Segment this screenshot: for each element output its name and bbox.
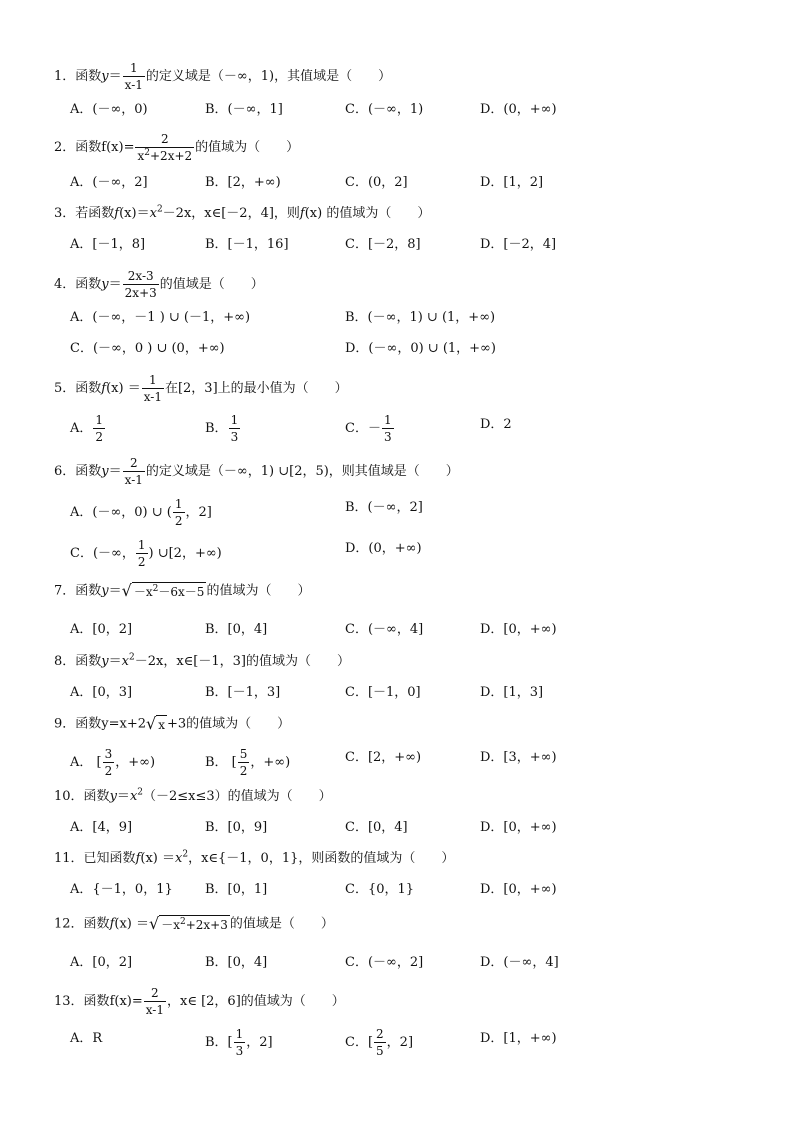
question-text: ，x∈{－1，0，1}，则函数的值域为（ ）	[188, 851, 455, 866]
option-b[interactable]: B．[－1，16]	[205, 237, 289, 252]
denominator: 2	[174, 514, 183, 528]
option-b[interactable]: B．(－∞，2]	[345, 500, 423, 515]
exponent: 2	[129, 652, 135, 663]
question-text: 函数	[75, 716, 102, 732]
question-text: 函数	[75, 583, 102, 599]
denominator: x-1	[145, 1003, 164, 1017]
radicand: x	[156, 715, 167, 734]
math-var: y	[101, 583, 109, 599]
sqrt	[146, 714, 167, 734]
option-text: ) ∪[2，+∞)	[148, 546, 222, 561]
numerator: 2	[376, 1027, 384, 1041]
option-b[interactable]: B．[－1，3]	[205, 685, 281, 700]
fraction	[142, 374, 164, 403]
exponent: 2	[156, 204, 163, 215]
question-number: 10．	[54, 789, 84, 804]
question-text: ，x∈ [2，6]的值域为（ ）	[167, 994, 345, 1009]
math-var: y	[101, 69, 109, 84]
option-b[interactable]	[205, 1028, 273, 1057]
option-b[interactable]: B．[0，1]	[205, 882, 268, 897]
math-var: f	[114, 206, 120, 221]
option-a[interactable]: A．[4，9]	[70, 820, 133, 835]
option-b[interactable]: B．[0，9]	[205, 820, 268, 835]
fraction	[382, 414, 394, 443]
option-label: A．(－∞，0) ∪ (	[70, 505, 172, 520]
question-2	[54, 132, 300, 163]
option-c[interactable]: C．{0，1}	[345, 882, 415, 897]
option-b[interactable]: B．[2，+∞)	[205, 175, 281, 190]
option-b[interactable]: B．(－∞，1) ∪ (1，+∞)	[345, 310, 496, 325]
question-text: 在[2，3]上的最小值为（ ）	[164, 381, 348, 396]
exponent: 2	[144, 148, 150, 158]
question-text: －2x，x∈[－1，3]的值域为（ ）	[134, 654, 350, 669]
question-3	[54, 204, 430, 224]
math-eq: ＝	[108, 277, 122, 292]
denominator: x-1	[124, 473, 143, 487]
radicand-part: －x	[133, 585, 153, 599]
option-a[interactable]: A．[0，3]	[70, 685, 133, 700]
option-c[interactable]: C．(－∞，2]	[345, 955, 424, 970]
math-var: x	[121, 654, 130, 669]
option-d[interactable]: D．[1，2]	[480, 175, 544, 190]
denominator-part: +2x+2	[150, 149, 193, 163]
option-a[interactable]: A．{－1，0，1}	[70, 882, 173, 897]
option-b[interactable]: B．[0，4]	[205, 955, 268, 970]
question-number: 4．	[54, 277, 76, 292]
question-number: 13．	[54, 994, 84, 1009]
question-text: 函数	[83, 994, 110, 1009]
option-a[interactable]	[70, 414, 106, 443]
math-var: f	[299, 206, 305, 221]
denominator: 3	[235, 1044, 244, 1058]
question-text: 函数	[83, 789, 110, 804]
math-text: (x) ＝	[140, 851, 175, 866]
option-label: A． [	[70, 755, 102, 770]
math-eq: ＝	[116, 789, 130, 804]
numerator: 1	[95, 413, 104, 427]
math-text: (x) ＝	[106, 381, 141, 396]
denominator: x-1	[143, 390, 162, 404]
question-text: 函数	[75, 69, 102, 84]
numerator: 2	[161, 132, 169, 146]
option-d[interactable]: D．[－2，4]	[480, 237, 557, 252]
option-c[interactable]	[70, 539, 222, 568]
fraction	[229, 414, 241, 443]
option-a[interactable]: A．(－∞，2]	[70, 175, 148, 190]
question-text: 已知函数	[83, 851, 136, 866]
numerator: 1	[230, 413, 239, 427]
math-var: x	[174, 851, 183, 866]
denominator: x-1	[124, 78, 143, 92]
option-a[interactable]: A．[0，2]	[70, 955, 133, 970]
numerator: 1	[149, 373, 157, 387]
math-var: x	[149, 206, 157, 221]
option-label: B．[	[205, 1035, 233, 1050]
option-c[interactable]: C．[－1，0]	[345, 685, 421, 700]
math-var: y	[101, 464, 109, 479]
fraction	[173, 498, 185, 527]
question-number: 7．	[54, 583, 76, 599]
question-number: 12．	[54, 916, 84, 932]
math-text: y=x+2	[101, 716, 147, 732]
question-number: 1．	[54, 69, 76, 84]
question-text: 的值域是（ ）	[229, 916, 334, 932]
denominator: 3	[383, 430, 392, 444]
option-c[interactable]: C．(－∞，1)	[345, 102, 424, 117]
option-a[interactable]: A．R	[70, 1031, 103, 1046]
question-number: 9．	[54, 716, 76, 732]
question-10	[54, 787, 332, 807]
denominator-part: x	[137, 149, 145, 163]
option-b[interactable]	[205, 748, 290, 777]
question-number: 8．	[54, 654, 76, 669]
math-var: f	[109, 916, 115, 932]
question-text: 的定义域是（－∞，1)，其值域是（ ）	[145, 69, 392, 84]
option-label: C．(－∞，	[70, 546, 135, 561]
radicand	[132, 582, 207, 601]
fraction	[234, 1028, 246, 1057]
numerator: 1	[129, 61, 138, 75]
question-text: 函数	[75, 654, 102, 669]
question-text: 的值域是（ ）	[159, 277, 264, 292]
option-a[interactable]	[70, 498, 212, 527]
option-a[interactable]: A．[－1，8]	[70, 237, 146, 252]
radicand-part: +2x+3	[185, 918, 228, 932]
math-var: y	[109, 789, 117, 804]
option-d[interactable]: D．(－∞，0) ∪ (1，+∞)	[345, 341, 496, 356]
option-a[interactable]	[70, 748, 155, 777]
question-text: +3的值域为（ ）	[167, 716, 291, 732]
option-text: ，2]	[386, 1035, 414, 1050]
question-13	[54, 986, 345, 1017]
question-text: (x) 的值域为（ ）	[304, 206, 431, 221]
question-text: 函数	[83, 916, 110, 932]
numerator: 2	[151, 986, 159, 1000]
option-b[interactable]: B．(－∞，1]	[205, 102, 283, 117]
option-a[interactable]: A．(－∞，0)	[70, 102, 148, 117]
math-var: f	[101, 381, 107, 396]
question-5	[54, 373, 348, 404]
option-d[interactable]: D．(0，+∞)	[480, 102, 557, 117]
math-text: (x) ＝	[114, 916, 149, 932]
option-d[interactable]: D．(0，+∞)	[345, 541, 422, 556]
numerator: 5	[239, 747, 248, 761]
option-label: C．[	[345, 1035, 374, 1050]
question-text: －2x，x∈[－2，4]，则	[162, 206, 300, 221]
denominator: 2	[104, 764, 113, 778]
option-d[interactable]: D．(－∞，4]	[480, 955, 559, 970]
question-number: 6．	[54, 464, 76, 479]
fraction	[103, 748, 115, 777]
math-fx: f(x)=	[109, 994, 143, 1009]
math-var: f	[135, 851, 141, 866]
question-6	[54, 456, 459, 487]
option-c[interactable]: C．[0，4]	[345, 820, 408, 835]
option-a[interactable]: A．(－∞，－1 ) ∪ (－1，+∞)	[70, 310, 251, 325]
option-label: A．	[70, 421, 93, 436]
question-9	[54, 714, 290, 734]
option-d[interactable]: D．2	[480, 417, 512, 432]
question-11	[54, 849, 454, 869]
option-d[interactable]: D．[0，+∞)	[480, 882, 557, 897]
option-c[interactable]: C．[2，+∞)	[345, 750, 422, 765]
math-eq: ＝	[108, 654, 122, 669]
question-4	[54, 269, 264, 300]
math-var: y	[101, 277, 109, 292]
fraction	[238, 748, 250, 777]
numerator: 2x-3	[127, 269, 154, 283]
sqrt-sign: √	[121, 581, 132, 600]
math-eq: ＝	[108, 583, 122, 599]
question-12	[54, 914, 334, 934]
question-text: （－2≤x≤3）的值域为（ ）	[143, 789, 332, 804]
option-c[interactable]: C．(－∞，4]	[345, 622, 424, 637]
option-c[interactable]: C．[－2，8]	[345, 237, 421, 252]
denominator: 3	[230, 430, 239, 444]
question-text: 的值域为（ ）	[195, 140, 300, 155]
denominator: 2	[239, 764, 248, 778]
fraction	[135, 133, 194, 162]
question-text: 函数	[75, 464, 102, 479]
option-label: B． [	[205, 755, 237, 770]
question-text: 函数	[75, 277, 102, 292]
fraction	[123, 270, 159, 299]
question-number: 5．	[54, 381, 76, 396]
math-var: x	[129, 789, 138, 804]
option-c[interactable]	[345, 414, 395, 443]
option-b[interactable]: B．[0，4]	[205, 622, 268, 637]
numerator: 1	[137, 538, 146, 552]
question-text: 的值域为（ ）	[206, 583, 311, 599]
option-text: ，2]	[246, 1035, 273, 1050]
fraction	[123, 457, 145, 486]
question-7	[54, 581, 310, 601]
option-d[interactable]: D．[0，+∞)	[480, 622, 557, 637]
denominator	[135, 147, 194, 162]
fraction	[144, 987, 166, 1016]
exponent: 2	[152, 584, 159, 594]
option-b[interactable]	[205, 414, 241, 443]
option-c[interactable]: C．(0，2]	[345, 175, 408, 190]
option-text: ，2]	[185, 505, 212, 520]
numerator: 2	[129, 456, 138, 470]
fraction	[123, 62, 145, 91]
exponent: 2	[137, 787, 144, 798]
math-text: (x)＝	[119, 206, 150, 221]
option-label: C．－	[345, 421, 381, 436]
denominator: 2	[137, 555, 146, 569]
question-number: 2．	[54, 140, 76, 155]
sqrt-sign: √	[148, 914, 160, 933]
fraction	[374, 1028, 386, 1057]
question-text: 的定义域是（－∞，1) ∪[2，5)，则其值域是（ ）	[145, 464, 459, 479]
numerator: 3	[104, 747, 113, 761]
option-d[interactable]: D．[1，3]	[480, 685, 544, 700]
sqrt	[122, 581, 207, 601]
option-c[interactable]: C．(－∞，0 ) ∪ (0，+∞)	[70, 341, 225, 356]
sqrt	[149, 914, 230, 934]
denominator: 5	[376, 1044, 384, 1058]
option-d[interactable]: D．[1，+∞)	[480, 1031, 557, 1046]
denominator: 2	[95, 430, 104, 444]
option-c[interactable]	[345, 1028, 413, 1057]
numerator: 1	[235, 1027, 244, 1041]
question-number: 3．	[54, 206, 76, 221]
question-text: 函数	[75, 140, 102, 155]
fraction	[93, 414, 105, 443]
exponent: 2	[182, 849, 189, 860]
question-text: 若函数	[75, 206, 115, 221]
fraction	[136, 539, 148, 568]
denominator: 2x+3	[124, 286, 157, 300]
question-1	[54, 61, 392, 92]
option-text: ，+∞)	[250, 755, 291, 770]
radicand-part: －x	[161, 918, 180, 932]
option-text: ，+∞)	[115, 755, 156, 770]
option-label: B．	[205, 421, 228, 436]
question-number: 11．	[54, 851, 84, 866]
math-var: y	[101, 654, 109, 669]
sqrt-sign: √	[146, 714, 157, 733]
math-fx: f(x)=	[101, 140, 135, 155]
radicand-part: －6x－5	[158, 585, 205, 599]
question-text: 函数	[75, 381, 102, 396]
option-a[interactable]: A．[0，2]	[70, 622, 133, 637]
option-d[interactable]: D．[3，+∞)	[480, 750, 557, 765]
exponent: 2	[179, 917, 186, 927]
question-8	[54, 652, 350, 672]
radicand	[159, 915, 230, 934]
math-eq: ＝	[108, 464, 122, 479]
option-d[interactable]: D．[0，+∞)	[480, 820, 557, 835]
numerator: 1	[383, 413, 392, 427]
numerator: 1	[174, 497, 183, 511]
math-eq: ＝	[108, 69, 122, 84]
